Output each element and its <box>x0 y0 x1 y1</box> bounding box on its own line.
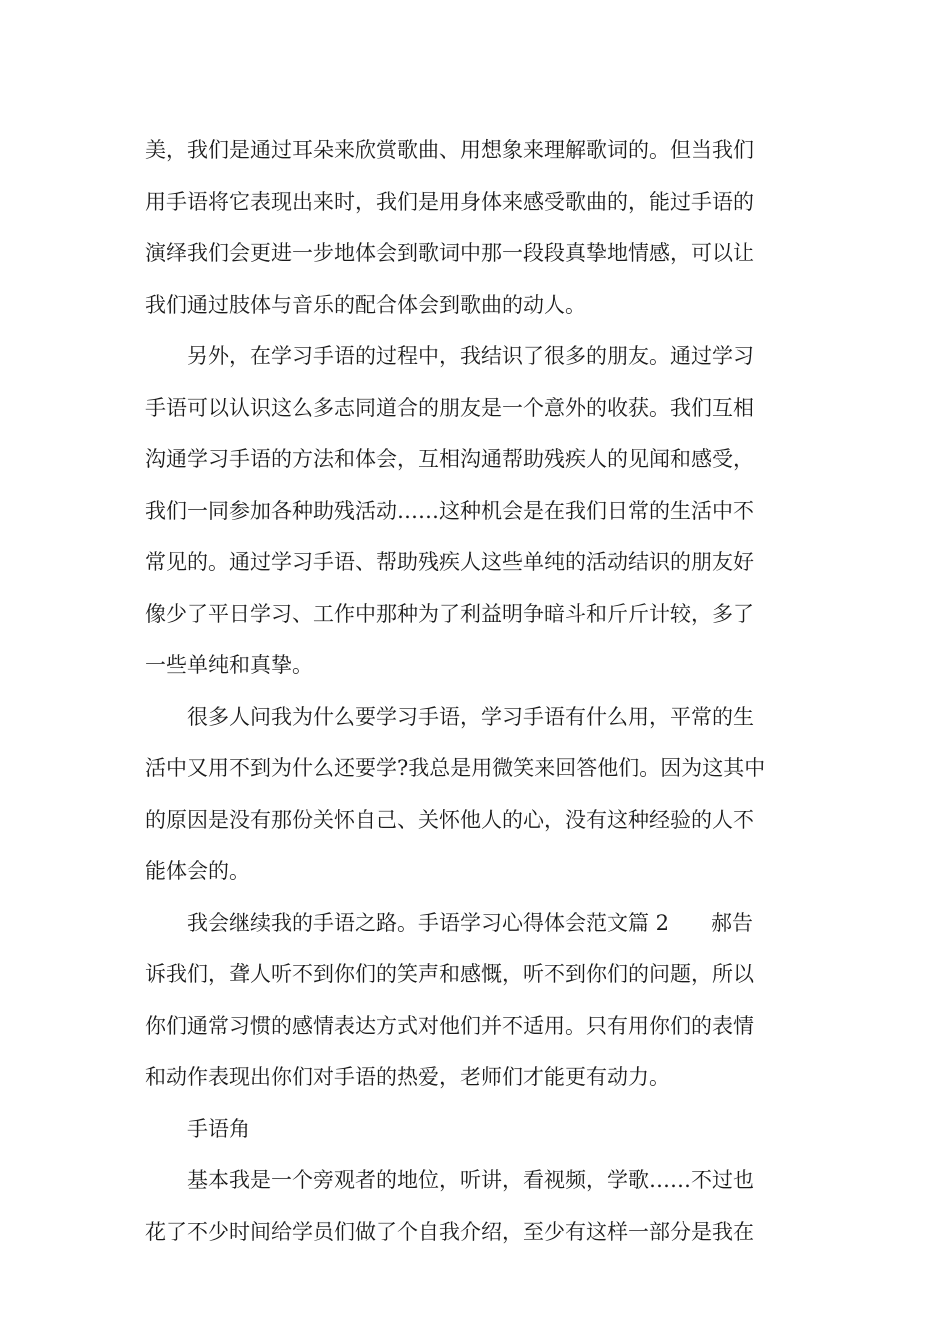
text-line: 能体会的。 <box>145 859 250 883</box>
text-line: 很多人问我为什么要学习手语，学习手语有什么用，平常的生 <box>187 704 754 729</box>
paragraph <box>145 1155 805 1258</box>
text-line: 用手语将它表现出来时，我们是用身体来感受歌曲的，能过手语的 <box>145 189 754 214</box>
text-line: 我会继续我的手语之路。手语学习心得体会范文篇 2 郝告 <box>187 910 754 935</box>
text-line: 花了不少时间给学员们做了个自我介绍，至少有这样一部分是我在 <box>145 1219 754 1244</box>
text-line: 活中又用不到为什么还要学?我总是用微笑来回答他们。因为这其中 <box>145 756 766 780</box>
text-line: 像少了平日学习、工作中那种为了利益明争暗斗和斤斤计较，多了 <box>145 601 754 626</box>
paragraph <box>145 125 805 331</box>
section-heading <box>145 1104 805 1156</box>
paragraph <box>145 331 805 692</box>
text-line: 演绎我们会更进一步地体会到歌词中那一段段真挚地情感，可以让 <box>145 241 754 265</box>
text-line: 常见的。通过学习手语、帮助残疾人这些单纯的活动结识的朋友好 <box>145 550 754 574</box>
text-line: 我们一同参加各种助残活动……这种机会是在我们日常的生活中不 <box>145 498 754 523</box>
text-line: 你们通常习惯的感情表达方式对他们并不适用。只有用你们的表情 <box>145 1013 754 1038</box>
text-line: 另外，在学习手语的过程中，我结识了很多的朋友。通过学习 <box>187 344 754 368</box>
document-body <box>145 125 805 1258</box>
text-line: 美，我们是通过耳朵来欣赏歌曲、用想象来理解歌词的。但当我们 <box>145 138 754 162</box>
text-line: 我们通过肢体与音乐的配合体会到歌曲的动人。 <box>145 292 586 317</box>
text-line: 手语可以认识这么多志同道合的朋友是一个意外的收获。我们互相 <box>145 395 754 420</box>
text-line: 一些单纯和真挚。 <box>145 653 313 677</box>
text-line: 沟通学习手语的方法和体会，互相沟通帮助残疾人的见闻和感受， <box>145 447 754 471</box>
text-line: 和动作表现出你们对手语的热爱，老师们才能更有动力。 <box>145 1065 670 1089</box>
paragraph <box>145 898 805 1104</box>
text-line: 手语角 <box>187 1116 250 1141</box>
paragraph <box>145 692 805 898</box>
text-line: 基本我是一个旁观者的地位，听讲，看视频，学歌……不过也 <box>187 1168 754 1192</box>
text-line: 诉我们，聋人听不到你们的笑声和感慨，听不到你们的问题，所以 <box>145 962 754 986</box>
text-line: 的原因是没有那份关怀自己、关怀他人的心，没有这种经验的人不 <box>145 807 754 832</box>
